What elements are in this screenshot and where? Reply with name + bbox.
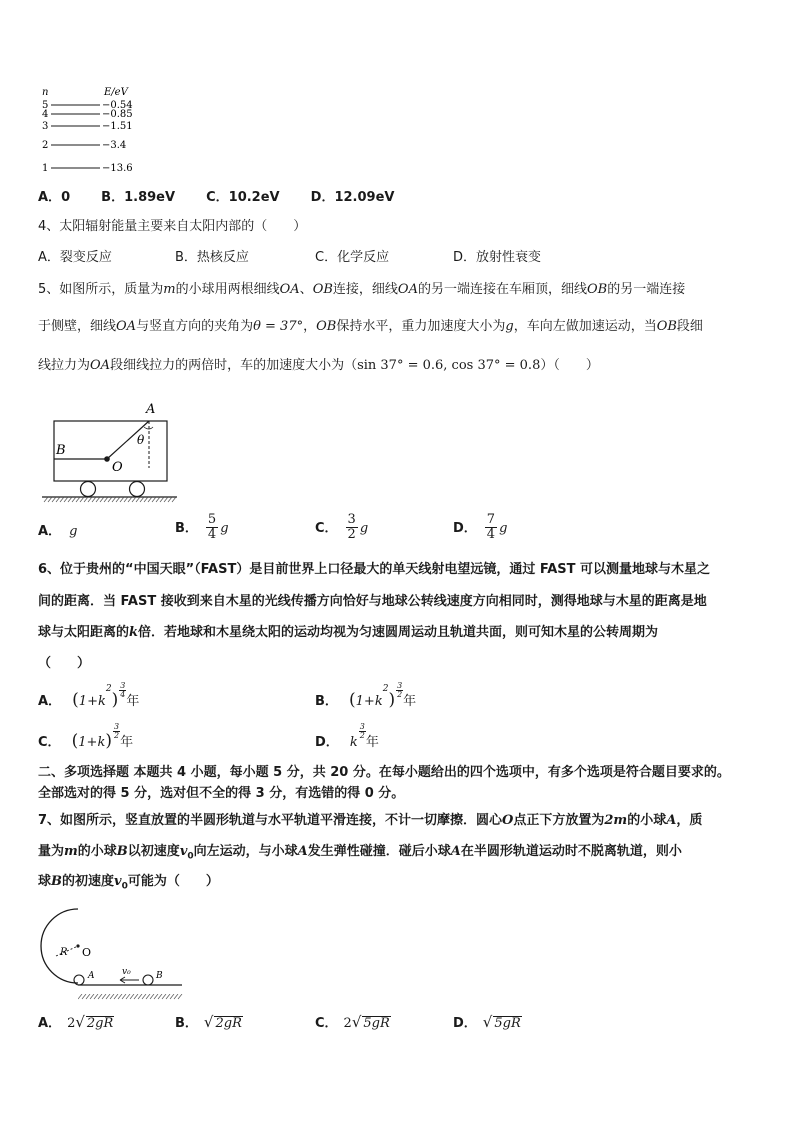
q5-figure-svg <box>40 400 185 508</box>
label-b: B <box>156 971 163 981</box>
q3-option-a[interactable]: A．0 <box>38 190 71 205</box>
ball-b <box>143 975 153 985</box>
q6-line-2: 间的距离．当 FAST 接收到来自木星的光线传播方向恰好与地球公转线速度方向相同时，测得地球与木星的距离是地 <box>38 594 707 609</box>
label-o: O <box>82 946 92 959</box>
q7-figure-svg <box>38 905 188 993</box>
label-theta: θ <box>137 433 145 447</box>
ground-hatching <box>44 497 176 502</box>
q6-option-d[interactable]: D． k $\frac{3}{2}$ 年 <box>315 722 379 750</box>
diagram-e-label: E/eV <box>104 87 128 98</box>
car-body <box>54 421 167 481</box>
q7-option-a[interactable]: A． 2√ 2gR <box>38 1013 114 1031</box>
wheel-left <box>81 482 96 497</box>
q7-ground-hatching <box>78 985 183 991</box>
section-2-heading-line-1: 二、多项选择题 本题共 4 小题，每小题 5 分，共 20 分。在每小题给出的四个选项中，有多个选项是符合题目要求的。 <box>38 765 730 780</box>
q7-option-c[interactable]: C． 2√ 5gR <box>315 1013 390 1031</box>
semicircle-track <box>41 909 78 983</box>
diagram-n-label: n <box>42 87 49 98</box>
q5-line-1: 5、如图所示，质量为m的小球用两根细线OA、OB连接，细线OA的另一端连接在车厢顶，细线OB的另一端连接 <box>38 282 686 297</box>
ball-o <box>104 456 110 462</box>
label-v0: v₀ <box>122 967 131 977</box>
q3-options <box>38 186 394 205</box>
q7-figure <box>38 905 188 993</box>
q5-option-a[interactable]: A． g <box>38 524 78 539</box>
label-a: A <box>146 402 156 417</box>
level-n-1: 1 <box>42 163 49 174</box>
level-energy-4: −0.85 <box>102 109 133 120</box>
label-a: A <box>88 971 95 981</box>
q5-line-3: 线拉力为OA段细线拉力的两倍时，车的加速度大小为（sin 37° = 0.6, cos 37° = 0.8）（ ） <box>38 358 599 373</box>
energy-level-diagram <box>38 85 148 177</box>
q4-option-d[interactable]: D．放射性衰变 <box>453 250 542 265</box>
ball-a <box>74 975 84 985</box>
q5-option-b[interactable]: B． $\frac{5}{4}$ g <box>175 512 229 542</box>
energy-level-svg <box>38 85 148 177</box>
q6-line-1: 6、位于贵州的“中国天眼”（FAST）是目前世界上口径最大的单天线射电望远镜，通过 FAST 可以测量地球与木星之 <box>38 562 711 577</box>
level-energy-2: −3.4 <box>102 140 127 151</box>
q4-option-a[interactable]: A．裂变反应 <box>38 250 112 265</box>
wheel-right <box>130 482 145 497</box>
q7-line-1: 7、如图所示，竖直放置的半圆形轨道与水平轨道平滑连接，不计一切摩擦．圆心O点正下方放置为2m的小球A，质 <box>38 813 703 828</box>
energy-levels <box>42 100 133 174</box>
q7-line-3: 球B的初速度$v_0$可能为（ ） <box>38 874 219 892</box>
level-n-3: 3 <box>42 121 49 132</box>
q6-line-4: （ ） <box>38 656 91 671</box>
q5-line-2: 于侧壁，细线OA与竖直方向的夹角为θ = 37°，OB保持水平，重力加速度大小为g，车向左做加速运动，当OB段细 <box>38 319 703 334</box>
q3-option-b[interactable]: B．1.89eV <box>101 190 176 205</box>
center-point <box>76 944 79 947</box>
q4-option-c[interactable]: C．化学反应 <box>315 250 390 265</box>
q4-stem: 4、太阳辐射能量主要来自太阳内部的（ ） <box>38 219 307 234</box>
q3-option-d[interactable]: D．12.09eV <box>310 190 395 205</box>
level-energy-5: −0.54 <box>102 100 133 111</box>
q5-option-d[interactable]: D． $\frac{7}{4}$ g <box>453 512 508 542</box>
label-o: O <box>112 460 123 475</box>
level-n-2: 2 <box>42 140 49 151</box>
q4-option-b[interactable]: B．热核反应 <box>175 250 249 265</box>
q7-option-d[interactable]: D． √ 5gR <box>453 1013 521 1031</box>
q7-option-b[interactable]: B． √ 2gR <box>175 1013 242 1031</box>
q5-figure <box>40 400 185 508</box>
level-n-5: 5 <box>42 100 49 111</box>
level-energy-3: −1.51 <box>102 121 133 132</box>
label-r: R <box>60 947 68 958</box>
level-n-4: 4 <box>42 109 49 120</box>
q6-option-a[interactable]: A． $(1+k^2)$ $\frac{3}{4}$ 年 <box>38 681 140 710</box>
q6-option-c[interactable]: C． (1+k) $\frac{3}{2}$ 年 <box>38 722 134 751</box>
q3-option-c[interactable]: C．10.2eV <box>206 190 280 205</box>
section-2-heading-line-2: 全部选对的得 5 分，选对但不全的得 3 分，有选错的得 0 分。 <box>38 786 405 801</box>
q6-option-b[interactable]: B． $(1+k^2)$ $\frac{3}{2}$ 年 <box>315 681 417 710</box>
q5-option-c[interactable]: C． $\frac{3}{2}$ g <box>315 512 369 542</box>
q7-line-2: 量为m的小球B以初速度$v_0$向左运动，与小球A发生弹性碰撞．碰后小球A在半圆形轨道运动时不脱离轨道，则小 <box>38 844 682 862</box>
label-b: B <box>56 443 66 458</box>
q6-line-3: 球与太阳距离的k倍．若地球和木星绕太阳的运动均视为匀速圆周运动且轨道共面，则可知木星的公转周期为 <box>38 625 659 640</box>
level-energy-1: −13.6 <box>102 163 133 174</box>
